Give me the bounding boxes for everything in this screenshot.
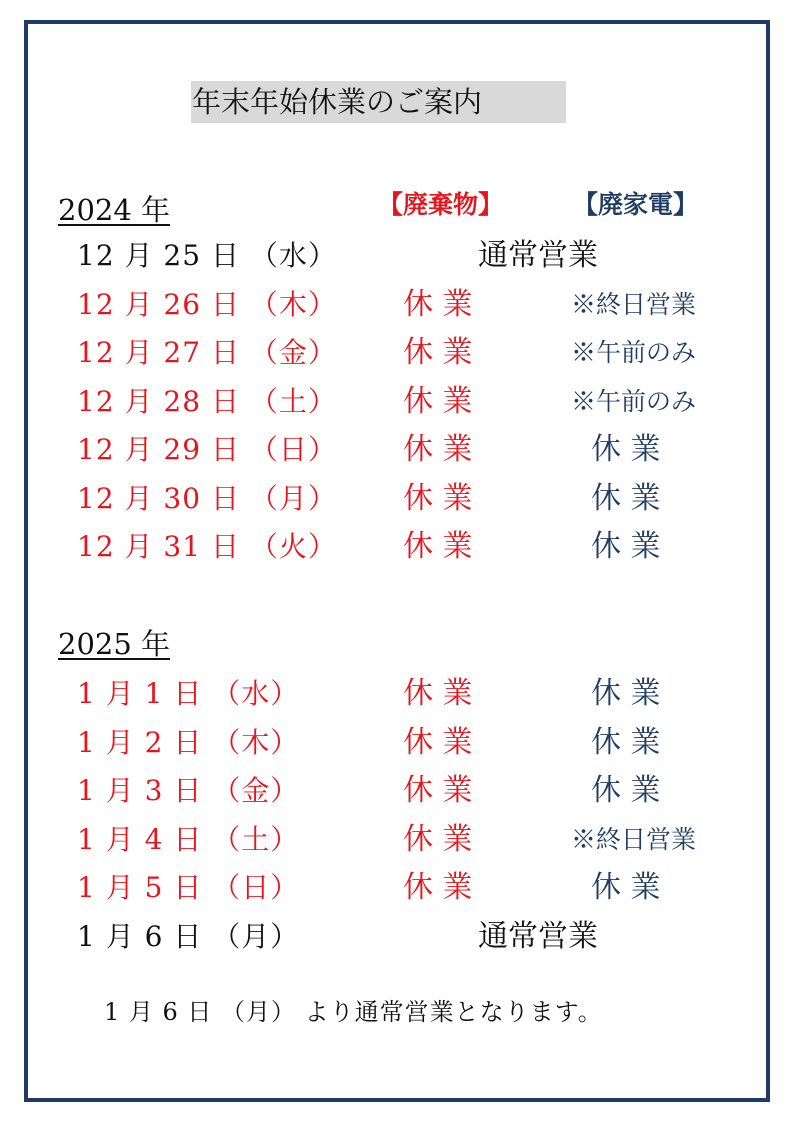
schedule-row [0, 476, 794, 524]
waste-status: 休 業 [403, 383, 473, 419]
date-label: 12 月 26 日 （木） [77, 287, 337, 321]
footer-note: 1 月 6 日 （月） より通常営業となります。 [104, 998, 603, 1026]
date-label: 12 月 31 日 （火） [77, 530, 337, 563]
appliance-status: 休 業 [591, 870, 661, 905]
appliance-status: 休 業 [591, 724, 661, 760]
date-label: 1 月 1 日 （水） [77, 677, 300, 710]
business-status: 通常営業 [478, 918, 598, 954]
appliance-status: ※終日営業 [571, 289, 697, 319]
waste-status: 休 業 [403, 870, 473, 905]
schedule-row [0, 427, 794, 475]
date-label: 12 月 30 日 （月） [77, 481, 337, 515]
waste-status: 休 業 [403, 335, 473, 370]
waste-status: 休 業 [403, 432, 473, 467]
year-heading-2024: 2024 年 [58, 193, 171, 227]
schedule-row [0, 768, 794, 816]
schedule-row [0, 865, 794, 913]
waste-status: 休 業 [403, 529, 473, 564]
appliance-status: ※午前のみ [571, 386, 697, 416]
appliance-column-header: 【廃家電】 [573, 190, 699, 219]
schedule-row [0, 233, 794, 281]
waste-status: 休 業 [403, 821, 473, 857]
waste-status: 休 業 [403, 286, 473, 322]
date-label: 12 月 29 日 （日） [77, 433, 337, 466]
date-label: 12 月 25 日 （水） [77, 239, 337, 272]
business-status: 通常営業 [478, 238, 598, 273]
appliance-status: ※午前のみ [571, 338, 697, 367]
schedule-row [0, 524, 794, 572]
year-heading-2025: 2025 年 [58, 627, 171, 661]
waste-status: 休 業 [403, 724, 473, 760]
date-label: 1 月 3 日 （金） [77, 774, 300, 807]
date-label: 12 月 27 日 （金） [77, 336, 337, 369]
schedule-row [0, 282, 794, 330]
date-label: 1 月 2 日 （木） [77, 725, 300, 759]
appliance-status: 休 業 [591, 480, 661, 516]
date-label: 1 月 6 日 （月） [77, 919, 300, 953]
waste-status: 休 業 [403, 676, 473, 711]
waste-status: 休 業 [403, 480, 473, 516]
appliance-status: 休 業 [591, 529, 661, 564]
appliance-status: 休 業 [591, 432, 661, 467]
schedule-row [0, 330, 794, 378]
date-label: 12 月 28 日 （土） [77, 384, 337, 418]
date-label: 1 月 4 日 （土） [77, 822, 300, 856]
appliance-status: 休 業 [591, 773, 661, 808]
schedule-row [0, 379, 794, 427]
waste-column-header: 【廃棄物】 [378, 190, 504, 219]
waste-status: 休 業 [403, 773, 473, 808]
appliance-status: ※終日営業 [571, 824, 697, 854]
schedule-row [0, 817, 794, 865]
appliance-status: 休 業 [591, 676, 661, 711]
schedule-row [0, 671, 794, 719]
date-label: 1 月 5 日 （日） [77, 871, 300, 904]
schedule-row [0, 720, 794, 768]
page-title: 年末年始休業のご案内 [192, 85, 483, 119]
schedule-row [0, 914, 794, 962]
